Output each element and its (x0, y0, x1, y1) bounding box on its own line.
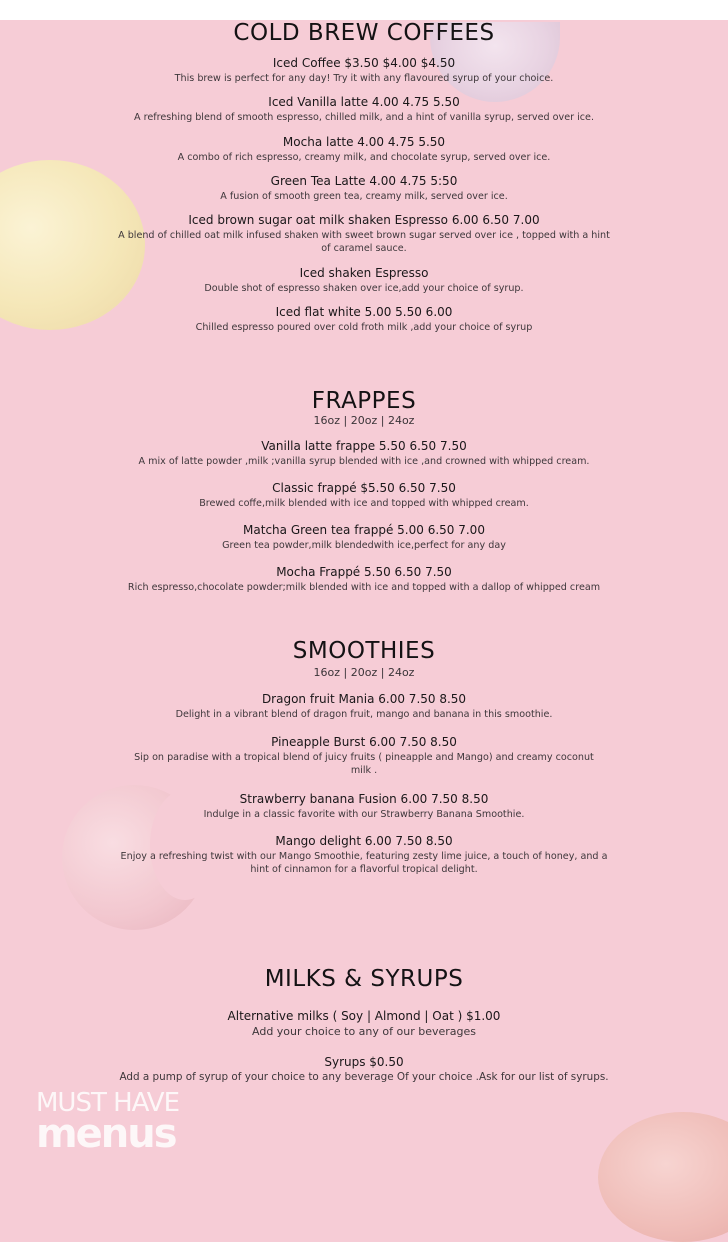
item-description: A fusion of smooth green tea, creamy milk, served over ice. (220, 191, 508, 202)
item-description: Delight in a vibrant blend of dragon fruit, mango and banana in this smoothie. (175, 709, 553, 720)
item-name: Mocha Frappé 5.50 6.50 7.50 (276, 565, 452, 579)
item-name: Iced shaken Espresso (299, 266, 429, 280)
item-description: A blend of chilled oat milk infused shaken with sweet brown sugar served over ice , topped with a hint of caramel sauce. (118, 230, 610, 254)
menu-item (110, 792, 618, 821)
item-name: Alternative milks ( Soy | Almond | Oat ) $1.00 (227, 1009, 501, 1023)
item-name: Vanilla latte frappe 5.50 6.50 7.50 (261, 439, 467, 453)
menu-item (84, 1055, 644, 1084)
item-name: Mocha latte 4.00 4.75 5.50 (282, 135, 446, 149)
menu-item (110, 174, 618, 203)
section-sizes-frappes: 16oz | 20oz | 24oz (313, 414, 415, 427)
menu-item (110, 692, 618, 721)
menu-item (90, 565, 638, 594)
item-name: Matcha Green tea frappé 5.00 6.50 7.00 (243, 523, 485, 537)
item-name: Classic frappé $5.50 6.50 7.50 (272, 481, 456, 495)
menu-item (110, 834, 618, 876)
item-name: Dragon fruit Mania 6.00 7.50 8.50 (261, 692, 467, 706)
section-title-frappes: FRAPPES (311, 388, 417, 414)
item-description: Green tea powder,milk blendedwith ice,perfect for any day (222, 540, 506, 551)
item-description: Brewed coffe,milk blended with ice and topped with whipped cream. (199, 498, 529, 509)
macaron-decoration-bottom (598, 1112, 728, 1242)
item-name: Iced Vanilla latte 4.00 4.75 5.50 (268, 95, 460, 109)
section-title-smoothies: SMOOTHIES (292, 638, 436, 664)
menu-item (110, 481, 618, 510)
item-description: Enjoy a refreshing twist with our Mango Smoothie, featuring zesty lime juice, a touch of honey, and a hint of cinnamon for a flavorful tropical delight. (120, 851, 608, 875)
item-name: Iced Coffee $3.50 $4.00 $4.50 (272, 56, 456, 70)
item-description: Double shot of espresso shaken over ice,add your choice of syrup. (204, 283, 524, 294)
item-name: Iced brown sugar oat milk shaken Espresso 6.00 6.50 7.00 (188, 213, 540, 227)
item-description: Chilled espresso poured over cold froth milk ,add your choice of syrup (195, 322, 533, 333)
menu-item (110, 523, 618, 552)
item-description: Add your choice to any of our beverages (252, 1025, 476, 1038)
section-sizes-smoothies: 16oz | 20oz | 24oz (313, 666, 415, 679)
menu-item (110, 266, 618, 295)
item-description: A refreshing blend of smooth espresso, chilled milk, and a hint of vanilla syrup, served over ice. (133, 112, 594, 123)
item-name: Green Tea Latte 4.00 4.75 5:50 (270, 174, 458, 188)
item-description: A combo of rich espresso, creamy milk, and chocolate syrup, served over ice. (177, 152, 551, 163)
menu-item (90, 213, 638, 255)
item-description: Rich espresso,chocolate powder;milk blended with ice and topped with a dallop of whipped cream (127, 582, 601, 593)
item-name: Syrups $0.50 (324, 1055, 404, 1069)
menu-item (110, 305, 618, 334)
item-name: Mango delight 6.00 7.50 8.50 (275, 834, 453, 848)
item-name: Strawberry banana Fusion 6.00 7.50 8.50 (239, 792, 489, 806)
menu-item (110, 439, 618, 468)
logo-line-bottom: menus (36, 1111, 176, 1157)
logo-line-top: MUST HAVE (36, 1088, 180, 1118)
item-name: Iced flat white 5.00 5.50 6.00 (275, 305, 453, 319)
menu-item (110, 56, 618, 85)
must-have-menus-logo (36, 1088, 236, 1157)
item-description: A mix of latte powder ,milk ;vanilla syrup blended with ice ,and crowned with whipped cream. (138, 456, 590, 467)
top-border (0, 0, 728, 20)
section-title-cold-brew: COLD BREW COFFEES (233, 20, 495, 46)
section-title-milks-syrups: MILKS & SYRUPS (264, 966, 464, 992)
item-description: This brew is perfect for any day! Try it with any flavoured syrup of your choice. (174, 73, 554, 84)
item-description: Add a pump of syrup of your choice to any beverage Of your choice .Ask for our list of syrups. (119, 1071, 609, 1083)
menu-item (110, 135, 618, 164)
menu-item (110, 1009, 618, 1038)
item-description: Sip on paradise with a tropical blend of juicy fruits ( pineapple and Mango) and creamy coconut milk . (134, 752, 594, 776)
menu-item (110, 735, 618, 777)
menu-item (110, 95, 618, 124)
item-description: Indulge in a classic favorite with our Strawberry Banana Smoothie. (203, 809, 525, 820)
item-name: Pineapple Burst 6.00 7.50 8.50 (271, 735, 457, 749)
